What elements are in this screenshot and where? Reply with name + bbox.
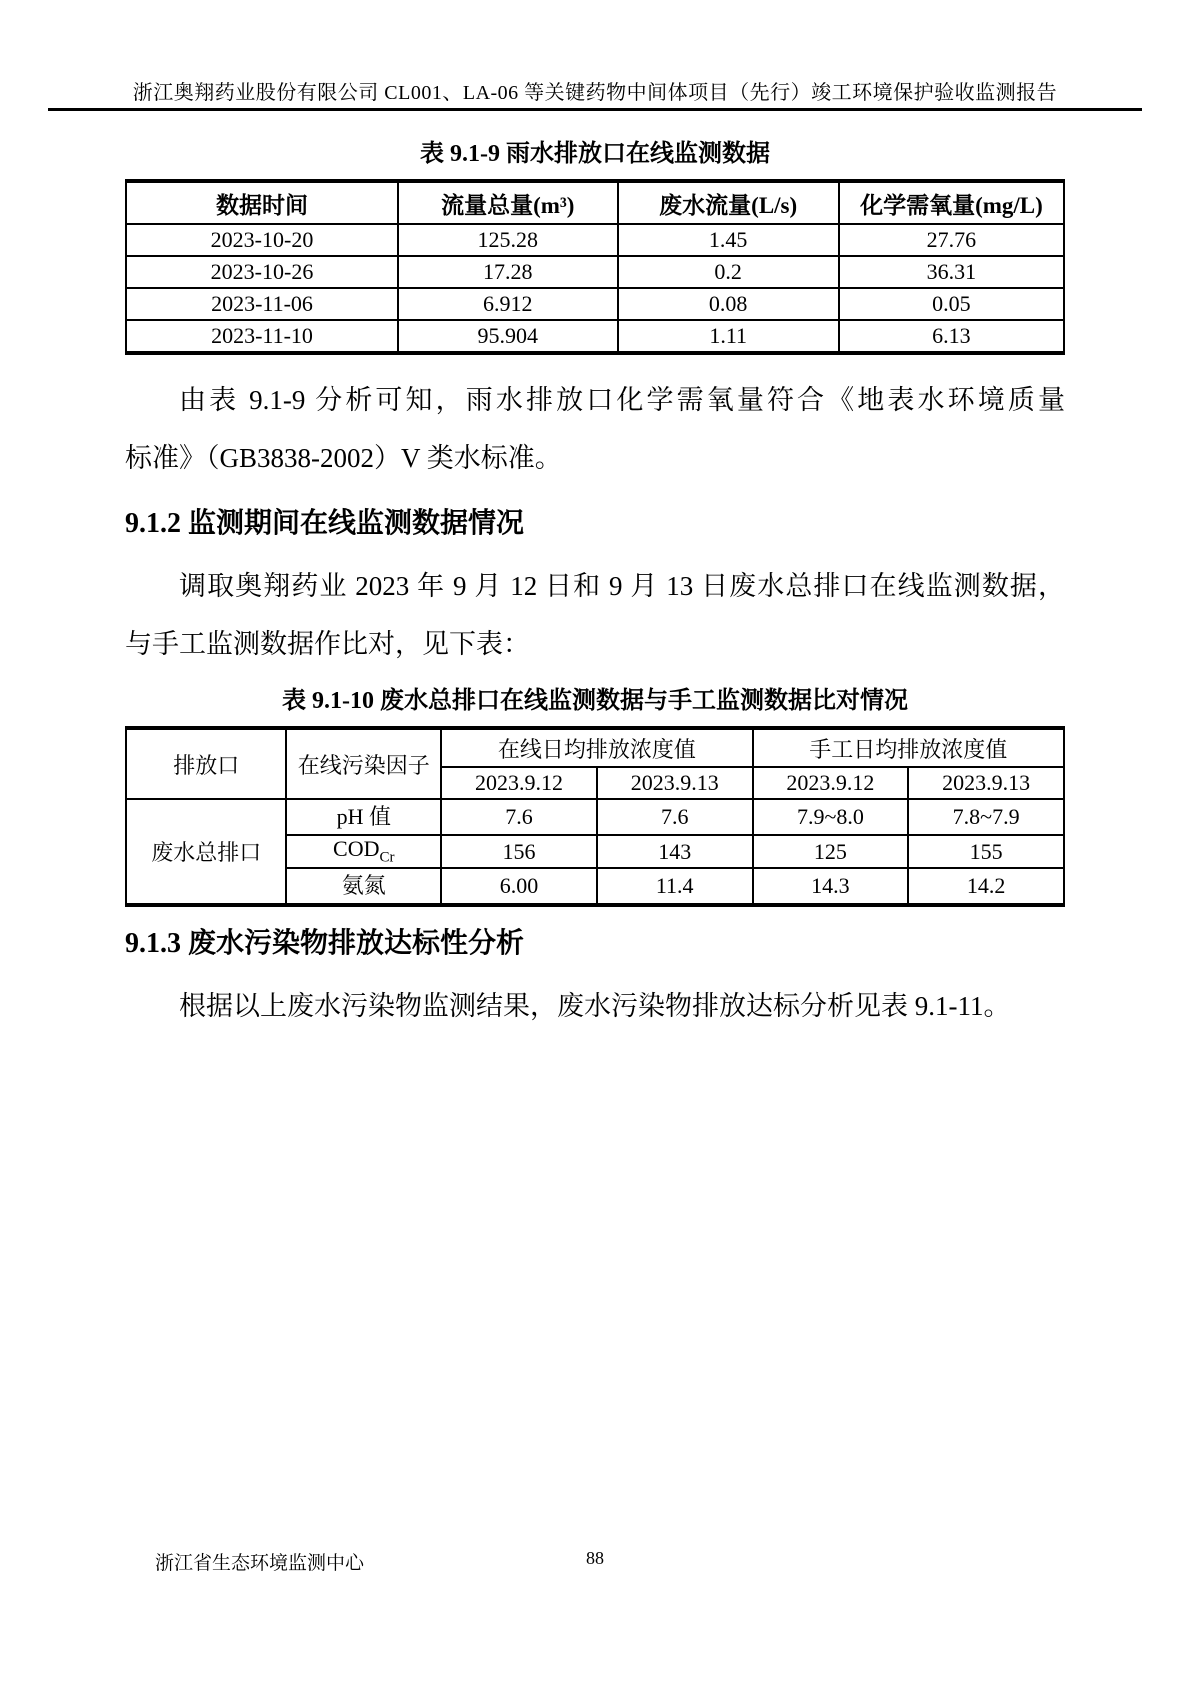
table-cell: 7.9~8.0 <box>753 799 909 835</box>
rainwater-online-monitoring-table <box>125 179 1065 355</box>
page-footer <box>125 1548 1065 1578</box>
table-cell: 2023-10-20 <box>126 224 398 256</box>
table2-group-header-row <box>126 728 1064 767</box>
table2-outlet-cell: 废水总排口 <box>126 799 286 905</box>
footer-organization: 浙江省生态环境监测中心 <box>155 1553 365 1574</box>
table-row <box>126 320 1064 353</box>
table2-factor-cell: $COD_{Cr}$ <box>286 835 441 867</box>
table-cell: 0.2 <box>618 256 839 288</box>
table2-date-header: 2023.9.13 <box>908 767 1064 799</box>
table-cell: 14.3 <box>753 868 909 905</box>
table1-header-cod: 化学需氧量(mg/L) <box>839 181 1064 224</box>
table-cell: 7.6 <box>441 799 597 835</box>
table-cell: 1.11 <box>618 320 839 353</box>
table2-header-outlet: 排放口 <box>126 728 286 799</box>
table-cell: 6.912 <box>398 288 617 320</box>
table-row <box>126 256 1064 288</box>
table-cell: 143 <box>597 835 753 867</box>
table-cell: 0.08 <box>618 288 839 320</box>
page-header-title: 浙江奥翔药业股份有限公司 CL001、LA-06 等关键药物中间体项目（先行）竣工环境保护验收监测报告 <box>132 82 1058 104</box>
table-cell: 2023-11-10 <box>126 320 398 353</box>
table-cell: 95.904 <box>398 320 617 353</box>
paragraph-line: 由表 9.1-9 分析可知，雨水排放口化学需氧量符合《地表水环境质量 <box>179 385 1065 415</box>
table-cell: 17.28 <box>398 256 617 288</box>
table2-caption: 表 9.1-10 废水总排口在线监测数据与手工监测数据比对情况 <box>282 688 908 714</box>
table-cell: 156 <box>441 835 597 867</box>
table-row <box>126 799 1064 835</box>
wastewater-online-vs-manual-table <box>125 726 1065 907</box>
table-cell: 14.2 <box>908 868 1064 905</box>
table-cell: 2023-11-06 <box>126 288 398 320</box>
table-cell: 27.76 <box>839 224 1064 256</box>
table-cell: 11.4 <box>597 868 753 905</box>
table-cell: 7.6 <box>597 799 753 835</box>
table-cell: 1.45 <box>618 224 839 256</box>
table-cell: 125.28 <box>398 224 617 256</box>
table2-header-factor: 在线污染因子 <box>286 728 441 799</box>
section-heading-912: 9.1.2 监测期间在线监测数据情况 <box>125 508 525 539</box>
paragraph-section-913 <box>125 977 1065 1035</box>
table-cell: 2023-10-26 <box>126 256 398 288</box>
table1-header-date: 数据时间 <box>126 181 398 224</box>
table1-header-wastewater-flow: 废水流量(L/s) <box>618 181 839 224</box>
page-content <box>125 140 1065 1035</box>
table1-header-row <box>126 181 1064 224</box>
header-divider <box>48 108 1142 111</box>
table2-factor-cell: 氨氮 <box>286 868 441 905</box>
table-cell: 36.31 <box>839 256 1064 288</box>
table2-header-online-group: 在线日均排放浓度值 <box>441 728 752 767</box>
table-cell: 125 <box>753 835 909 867</box>
paragraph-line: 标准》（GB3838-2002）V 类水标准。 <box>125 443 562 473</box>
table1-caption: 表 9.1-9 雨水排放口在线监测数据 <box>420 141 770 167</box>
paragraph-line: 调取奥翔药业 2023 年 9 月 12 日和 9 月 13 日废水总排口在线监测数据， <box>179 571 1065 601</box>
table-cell: 155 <box>908 835 1064 867</box>
table2-date-header: 2023.9.12 <box>441 767 597 799</box>
paragraph-line: 根据以上废水污染物监测结果，废水污染物排放达标分析见表 9.1-11。 <box>179 991 1011 1022</box>
table1-header-total-flow: 流量总量(m³) <box>398 181 617 224</box>
table-cell: 6.00 <box>441 868 597 905</box>
table-cell: 7.8~7.9 <box>908 799 1064 835</box>
section-heading-913: 9.1.3 废水污染物排放达标性分析 <box>125 928 525 960</box>
paragraph-table1-analysis <box>125 371 1065 487</box>
table2-factor-cell: pH 值 <box>286 799 441 835</box>
table-row <box>126 288 1064 320</box>
table2-date-header: 2023.9.13 <box>597 767 753 799</box>
footer-page-number: 88 <box>586 1548 604 1568</box>
paragraph-section-912 <box>125 557 1065 673</box>
table2-header-manual-group: 手工日均排放浓度值 <box>753 728 1064 767</box>
table-cell: 6.13 <box>839 320 1064 353</box>
table-cell: 0.05 <box>839 288 1064 320</box>
paragraph-line: 与手工监测数据作比对，见下表： <box>125 629 530 659</box>
table-row <box>126 224 1064 256</box>
table2-date-header: 2023.9.12 <box>753 767 909 799</box>
